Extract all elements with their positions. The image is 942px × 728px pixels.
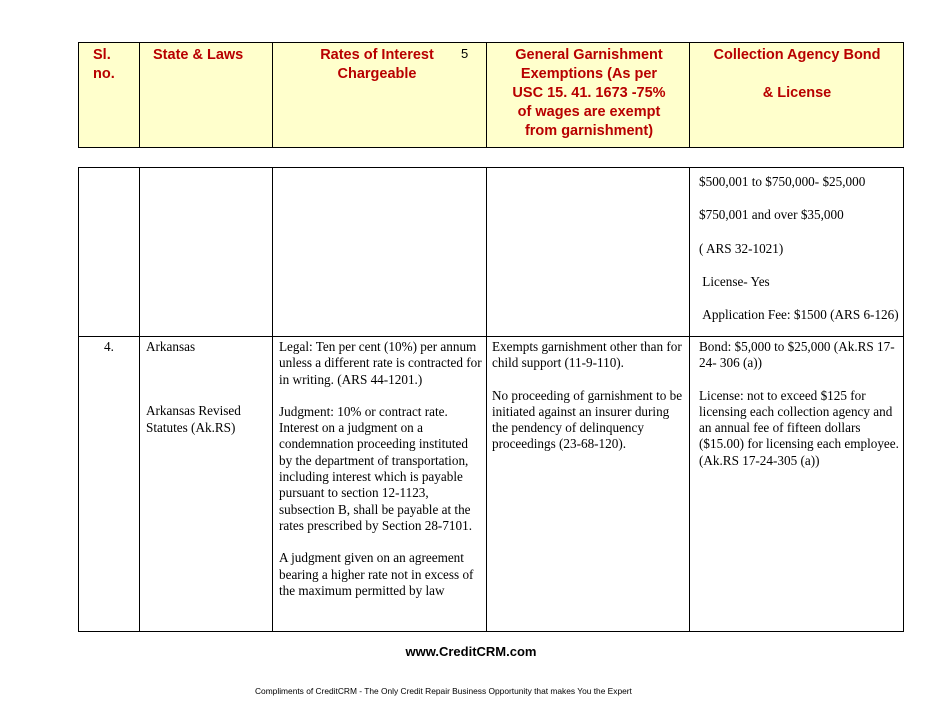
footer-text: Compliments of CreditCRM - The Only Credit Repair Business Opportunity that makes You the Expert: [255, 686, 632, 696]
row-statute: Arkansas Revised Statutes (Ak.RS): [146, 403, 241, 435]
website-link[interactable]: www.CreditCRM.com: [405, 644, 537, 659]
continued-bond-cell: [699, 174, 899, 323]
bond-line: License- Yes: [699, 273, 770, 289]
column-divider: [486, 43, 487, 147]
row-divider: [79, 336, 903, 337]
table-header: [78, 42, 904, 148]
row-sl-number: 4.: [104, 339, 114, 354]
column-divider: [486, 168, 487, 631]
column-divider: [689, 168, 690, 631]
rates-paragraph: A judgment given on an agreement bearing a higher rate not in excess of the maximum permitted by law: [279, 550, 474, 598]
bond-line: $750,001 and over $35,000: [699, 207, 844, 223]
row-state-name: Arkansas: [146, 339, 196, 354]
column-divider: [139, 168, 140, 631]
rates-paragraph: Judgment: 10% or contract rate. Interest on a judgment on a condemnation proceeding instituted by the department of transportation, including interest which is payable pursuant to section 12-1123, subsection B, shall be payable at the rates prescribed by Section 28-7101.: [279, 403, 472, 533]
header-sl-no: Sl. no.: [93, 47, 115, 82]
bond-line: ( ARS 32-1021): [699, 240, 784, 256]
row-garnishment-cell: [492, 339, 688, 453]
row-rates-cell: [279, 339, 484, 599]
header-collection-line2: & License: [762, 85, 832, 101]
garnishment-paragraph: Exempts garnishment other than for child support (11-9-110).: [492, 339, 682, 371]
bond-line: Application Fee: $1500 (ARS 6-126): [699, 307, 899, 323]
table-body: [78, 167, 904, 632]
collection-paragraph: License: not to exceed $125 for licensing each collection agency and an annual fee of fifteen dollars ($15.00) for licensing each employee. (Ak.RS 17-24-305 (a)): [699, 387, 899, 468]
column-divider: [272, 43, 273, 147]
header-collection: [691, 46, 903, 103]
header-rates: Rates of Interest Chargeable: [320, 47, 434, 82]
column-divider: [139, 43, 140, 147]
rates-paragraph: Legal: Ten per cent (10%) per annum unless a different rate is contracted for in writing. (ARS 44-1201.): [279, 339, 482, 387]
collection-paragraph: Bond: $5,000 to $25,000 (Ak.RS 17-24- 306 (a)): [699, 339, 895, 371]
header-garnishment: General Garnishment Exemptions (As per USC 15. 41. 1673 -75% of wages are exempt from garnishment): [512, 47, 666, 139]
header-collection-line1: Collection Agency Bond: [713, 47, 881, 63]
bond-line: $500,001 to $750,000- $25,000: [699, 174, 866, 189]
column-divider: [272, 168, 273, 631]
row-state-cell: [146, 339, 270, 436]
header-state-laws: State & Laws: [153, 47, 244, 63]
page-number: 5: [461, 46, 469, 61]
row-collection-cell: [699, 339, 903, 469]
garnishment-paragraph: No proceeding of garnishment to be initiated against an insurer during the pendency of delinquency proceedings (23-68-120).: [492, 387, 683, 452]
column-divider: [689, 43, 690, 147]
